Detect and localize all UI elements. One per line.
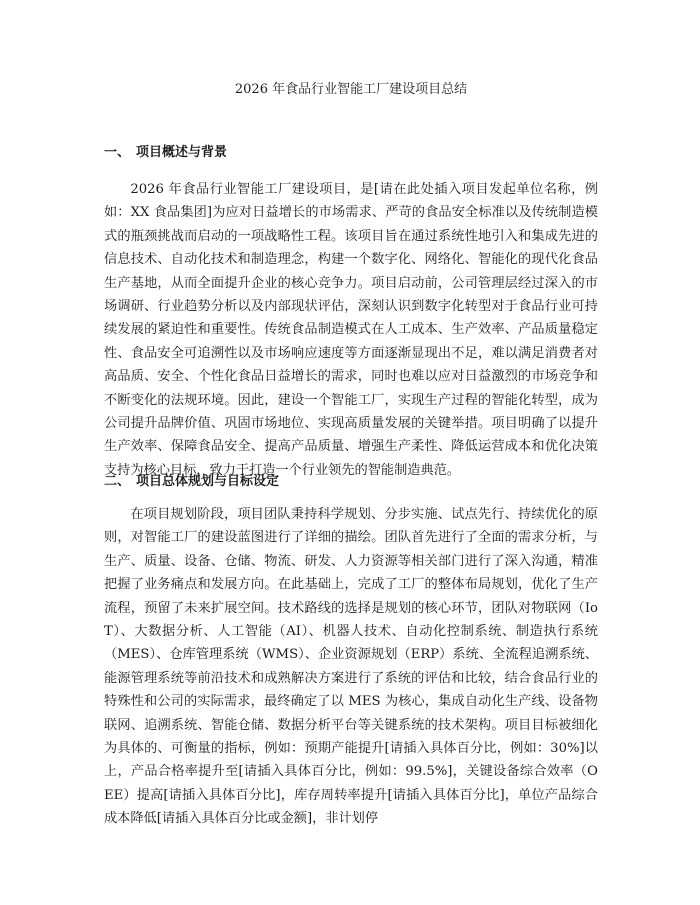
section-body-1: 2026 年食品行业智能工厂建设项目，是[请在此处插入项目发起单位名称，例如：XX 食品集团]为应对日益增长的市场需求、严苛的食品安全标准以及传统制造模式的瓶颈挑战而启动的一项战略性工程。该项目旨在通过系统性地引入和集成先进的信息技术、自动化技术和制造理念，构建一个数字化、网络化、智能化的现代化食品生产基地，从而全面提升企业的核心竞争力。项目启动前，公司管理层经过深入的市场调研、行业趋势分析以及内部现状评估，深刻认识到数字化转型对于食品行业可持续发展的紧迫性和重要性。传统食品制造模式在人工成本、生产效率、产品质量稳定性、食品安全可追溯性以及市场响应速度等方面逐渐显现出不足，难以满足消费者对高品质、安全、个性化食品日益增长的需求，同时也难以应对日益激烈的市场竞争和不断变化的法规环境。因此，建设一个智能工厂，实现生产过程的智能化转型，成为公司提升品牌价值、巩固市场地位、实现高质量发展的关键举措。项目明确了以提升生产效率、保障食品安全、提高产品质量、增强生产柔性、降低运营成本和优化决策支持为核心目标，致力于打造一个行业领先的智能制造典范。 [104, 182, 598, 478]
section-number-1: 一、 [104, 145, 131, 160]
section-title-2: 项目总体规划与目标设定 [136, 474, 280, 489]
section-body-2: 在项目规划阶段，项目团队秉持科学规划、分步实施、试点先行、持续优化的原则，对智能工厂的建设蓝图进行了详细的描绘。团队首先进行了全面的需求分析，与生产、质量、设备、仓储、物流、研发、人力资源等相关部门进行了深入沟通，精准把握了业务痛点和发展方向。在此基础上，完成了工厂的整体布局规划，优化了生产流程，预留了未来扩展空间。技术路线的选择是规划的核心环节，团队对物联网（IoT）、大数据分析、人工智能（AI）、机器人技术、自动化控制系统、制造执行系统（MES）、仓库管理系统（WMS）、企业资源规划（ERP）系统、全流程追溯系统、能源管理系统等前沿技术和成熟解决方案进行了系统的评估和比较，结合食品行业的特殊性和公司的实际需求，最终确定了以 MES 为核心，集成自动化生产线、设备物联网、追溯系统、智能仓储、数据分析平台等关键系统的技术架构。项目目标被细化为具体的、可衡量的指标，例如：预期产能提升[请插入具体百分比，例如：30%]以上，产品合格率提升至[请插入具体百分比，例如：99.5%]，关键设备综合效率（OEE）提高[请插入具体百分比]，库存周转率提升[请插入具体百分比]，单位产品综合成本降低[请插入具体百分比或金额]，非计划停 [104, 507, 598, 827]
section-heading-1 [104, 143, 227, 163]
section-title-1: 项目概述与背景 [136, 145, 228, 160]
section-heading-2 [104, 472, 279, 492]
document-title: 2026 年食品行业智能工厂建设项目总结 [234, 82, 468, 97]
section-number-2: 二、 [104, 474, 131, 489]
